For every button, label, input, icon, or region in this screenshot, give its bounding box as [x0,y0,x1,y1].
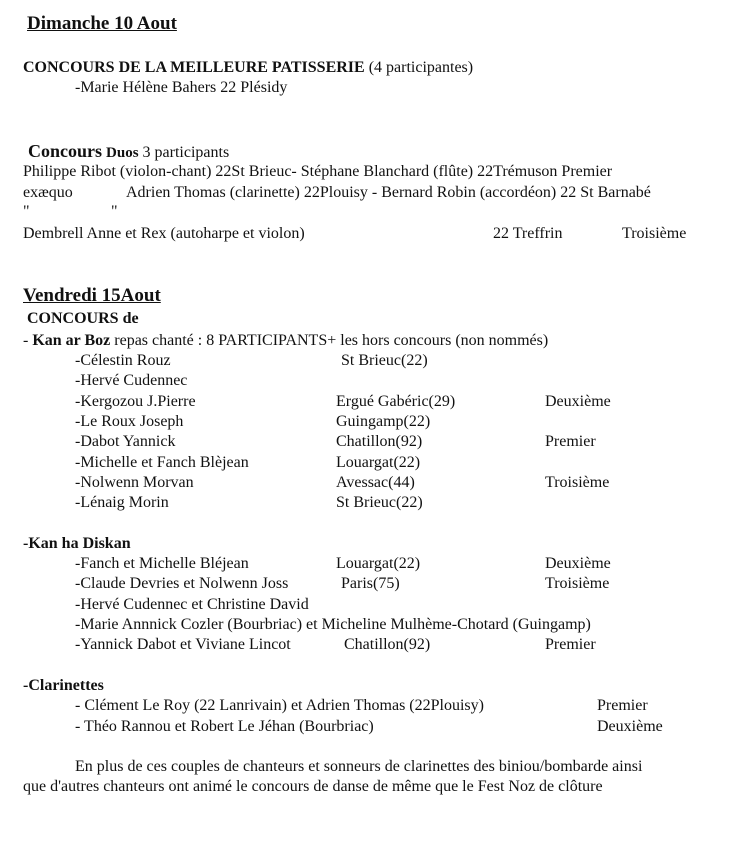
ditto-mark-1: " [23,203,30,220]
list-item-name: -Nolwenn Morvan [75,474,194,491]
list-item-name: -Marie Annnick Cozler (Bourbriac) et Micheline Mulhème-Chotard (Guingamp) [75,616,591,633]
list-item-place: Chatillon(92) [336,433,423,450]
list-item-rank: Premier [597,697,648,714]
duos-line-2b: Adrien Thomas (clarinette) 22Plouisy - Bernard Robin (accordéon) 22 St Barnabé [126,184,651,201]
list-item-name: -Yannick Dabot et Viviane Lincot [75,636,291,653]
sunday-heading: Dimanche 10 Aout [27,13,177,34]
list-item-rank: Deuxième [545,555,611,572]
kan-ar-boz-heading [23,331,548,351]
list-item-name: -Le Roux Joseph [75,413,184,430]
friday-subheading: CONCOURS de [27,310,139,327]
kan-ar-boz-title: Kan ar Boz [32,332,111,349]
closing-line-1: En plus de ces couples de chanteurs et sonneurs de clarinettes des biniou/bombarde ainsi [75,758,643,775]
list-item-name: -Hervé Cudennec [75,372,188,389]
list-item-rank: Deuxième [545,393,611,410]
list-item-name: -Claude Devries et Nolwenn Joss [75,575,289,592]
list-item-place: Avessac(44) [336,474,415,491]
duos-title-small: Duos [106,145,139,161]
pastry-title: CONCOURS DE LA MEILLEURE PATISSERIE [23,59,365,76]
list-item-rank: Troisième [545,474,610,491]
list-item-name: -Fanch et Michelle Bléjean [75,555,249,572]
list-item-name: -Dabot Yannick [75,433,176,450]
list-item-rank: Troisième [545,575,610,592]
kan-ar-boz-dash: - [23,332,33,349]
list-item-name: -Hervé Cudennec et Christine David [75,596,309,613]
duos-line-4-rank: Troisième [622,225,687,242]
list-item-name: -Lénaig Morin [75,494,169,511]
duos-line-2a: exæquo [23,184,73,201]
list-item-place: Louargat(22) [336,454,421,471]
list-item-name: - Théo Rannou et Robert Le Jéhan (Bourbriac) [75,718,374,735]
list-item-place: Chatillon(92) [344,636,431,653]
friday-heading: Vendredi 15Aout [23,285,161,306]
closing-line-2: que d'autres chanteurs ont animé le concours de danse de même que le Fest Noz de clôture [23,778,603,795]
list-item-rank: Premier [545,636,596,653]
kan-ha-diskan-heading: -Kan ha Diskan [23,535,131,552]
list-item-name: -Michelle et Fanch Blèjean [75,454,249,471]
list-item-rank: Deuxième [597,718,663,735]
list-item-rank: Premier [545,433,596,450]
list-item-name: - Clément Le Roy (22 Lanrivain) et Adrien Thomas (22Plouisy) [75,697,484,714]
list-item-place: Paris(75) [341,575,400,592]
duos-heading [28,141,229,163]
list-item-place: Guingamp(22) [336,413,431,430]
kan-ar-boz-desc: repas chanté : 8 PARTICIPANTS+ les hors concours (non nommés) [110,332,549,349]
duos-line-4-place: 22 Treffrin [493,225,563,242]
duos-line-4-name: Dembrell Anne et Rex (autoharpe et violon) [23,225,305,242]
duos-title-big: Concours [28,141,103,161]
list-item-name: -Célestin Rouz [75,352,171,369]
list-item-place: St Brieuc(22) [341,352,428,369]
pastry-line [23,58,473,78]
clarinettes-heading: -Clarinettes [23,677,104,694]
list-item-name: -Kergozou J.Pierre [75,393,196,410]
list-item-place: Ergué Gabéric(29) [336,393,456,410]
pastry-entry: -Marie Hélène Bahers 22 Plésidy [75,79,288,96]
duos-count: 3 participants [138,144,230,161]
pastry-count: (4 participantes) [368,59,474,76]
list-item-place: St Brieuc(22) [336,494,423,511]
ditto-mark-2: " [111,203,118,220]
list-item-place: Louargat(22) [336,555,421,572]
duos-line-1: Philippe Ribot (violon-chant) 22St Brieuc- Stéphane Blanchard (flûte) 22Trémuson Premier [23,163,613,180]
